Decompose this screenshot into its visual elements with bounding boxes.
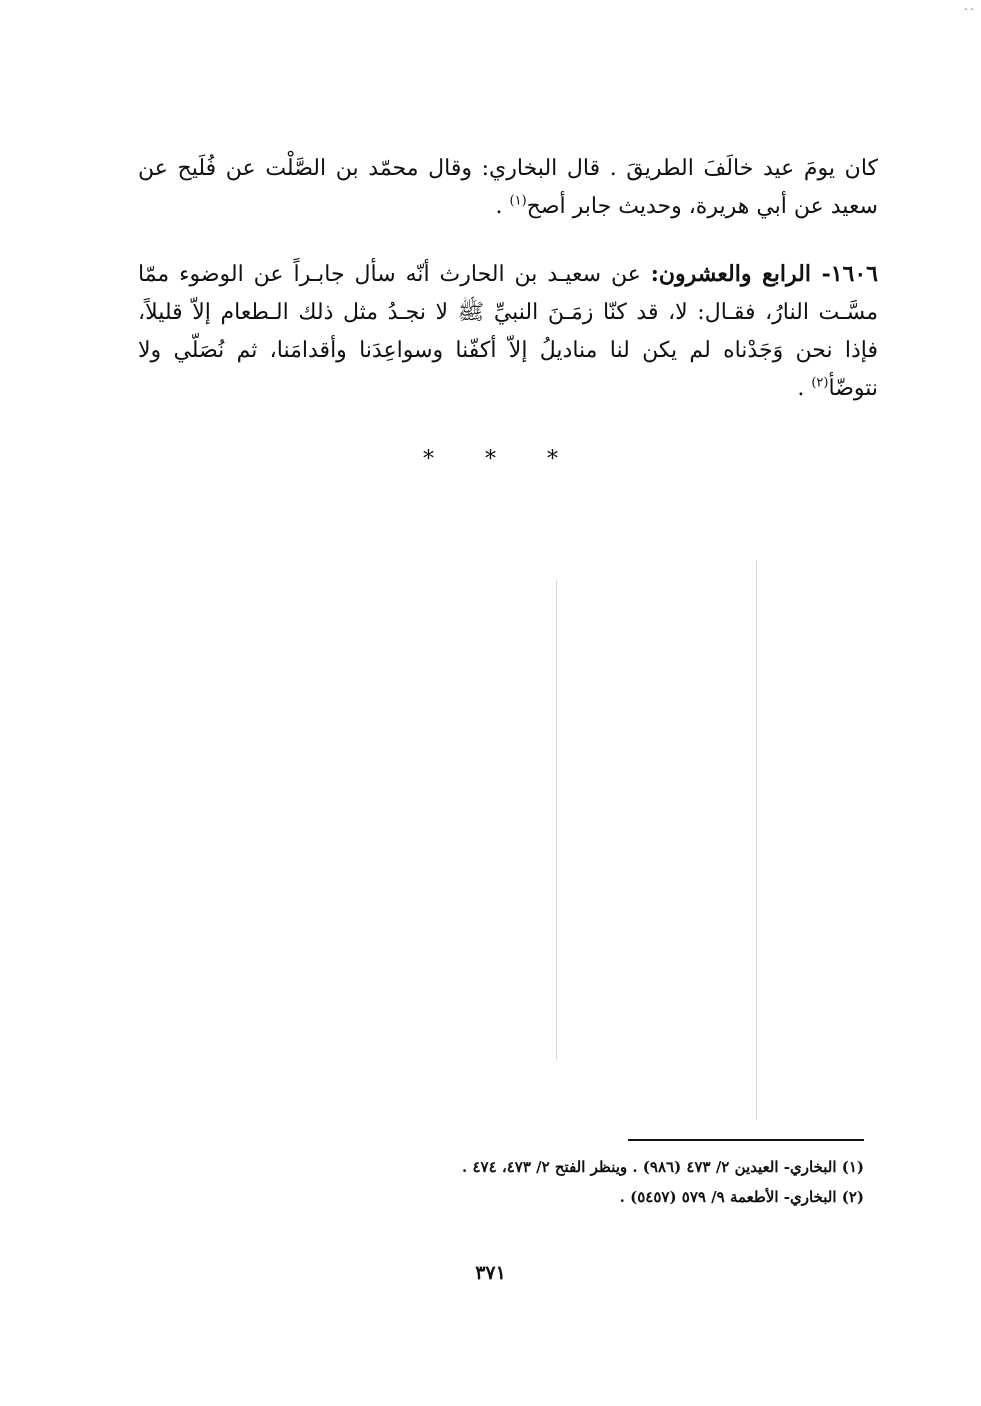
paragraph-1 (138, 150, 878, 226)
scan-artifact-line (556, 580, 557, 1060)
page-number: ٣٧١ (475, 1262, 506, 1284)
section-separator: * * * (423, 447, 580, 472)
paragraph-2-text: عن سعيـد بن الحارث أنّه سأل جابـراً عن الوضوء ممّا مسَّـت النارُ، فقـال: لا، قد كنّا زمَـنَ النبيِّ ﷺ لا نجـدُ مثل ذلك الـطعام إلاّ قليلاً، فإذا نحن وَجَدْناه لم يكن لنا مناديلُ إلاّ أكفّنا وسواعِدَنا وأقدامَنا، ثم نُصَلّي ولا نتوضّأ (138, 262, 878, 401)
footnote-ref-1[interactable]: (١) (509, 193, 527, 209)
hadith-number-heading: ١٦٠٦- الرابع والعشرون: (650, 261, 878, 287)
scan-corner-mark: -- (962, 4, 975, 15)
footnote-divider (628, 1139, 864, 1141)
footnote-1: (١) البخاري- العيدين ٢/ ٤٧٣ (٩٨٦) . وينظر الفتح ٢/ ٤٧٣، ٤٧٤ . (462, 1158, 864, 1176)
paragraph-2-end: . (797, 376, 812, 401)
footnote-2: (٢) البخاري- الأطعمة ٩/ ٥٧٩ (٥٤٥٧) . (619, 1188, 864, 1206)
paragraph-1-text: كان يومَ عيد خالَفَ الطريقَ . قال البخاري: وقال محمّد بن الصَّلْت عن فُلَيح عن سعيد عن أبي هريرة، وحديث جابر أصح (138, 156, 878, 219)
paragraph-2 (138, 255, 878, 408)
scan-artifact-line (756, 560, 757, 1120)
paragraph-1-end: . (495, 194, 510, 219)
footnotes (380, 1152, 864, 1212)
footnote-ref-2[interactable]: (٢) (811, 375, 829, 391)
